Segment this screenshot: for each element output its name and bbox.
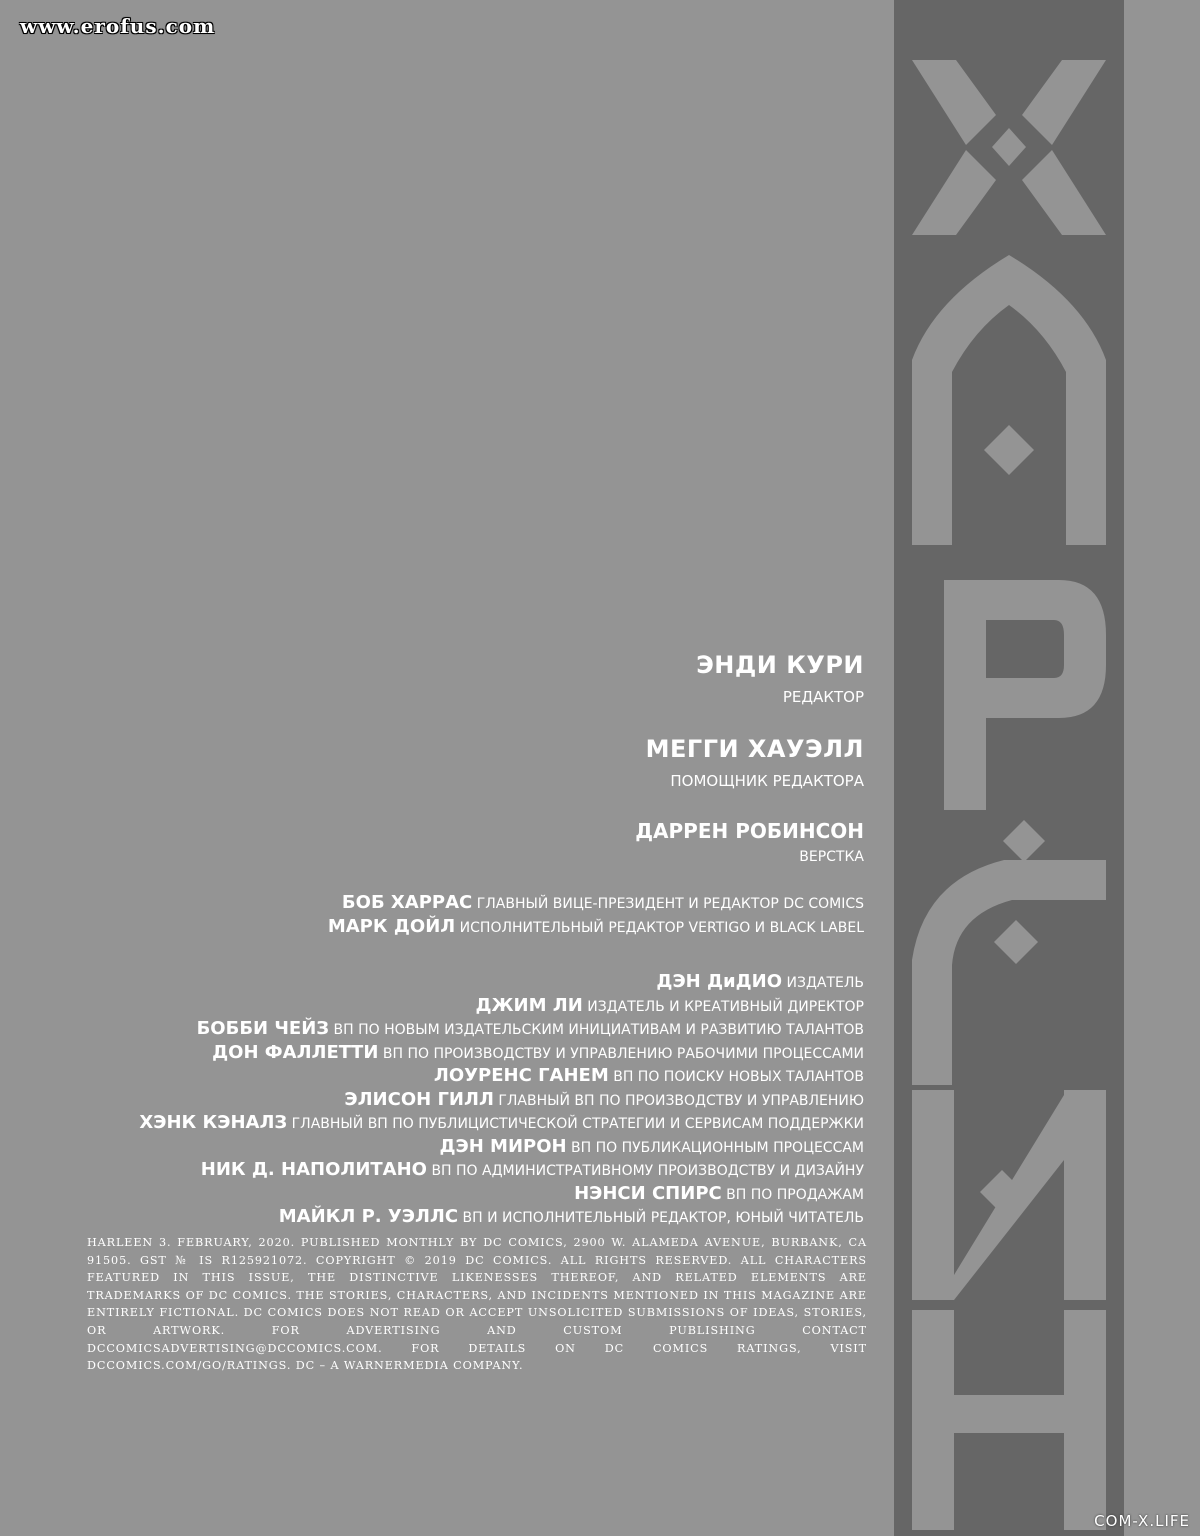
logo-letter-n (912, 1310, 1106, 1530)
watermark-top: www.erofus.com (20, 14, 216, 38)
executives-group-2 (104, 971, 864, 1230)
layout-role: ВЕРСТКА (799, 849, 864, 865)
staff-row: ЛОУРЕНС ГАНЕМ ВП ПО ПОИСКУ НОВЫХ ТАЛАНТОВ (433, 1065, 864, 1086)
editor-role: РЕДАКТОР (782, 688, 864, 706)
executives-group-1 (104, 892, 864, 939)
staff-row: БОББИ ЧЕЙЗ ВП ПО НОВЫМ ИЗДАТЕЛЬСКИМ ИНИЦИАТИВАМ И РАЗВИТИЮ ТАЛАНТОВ (196, 1018, 864, 1039)
logo-letter-r (944, 580, 1106, 862)
layout-name: ДАРРЕН РОБИНСОН (635, 819, 864, 843)
watermark-bottom: COM-X.LIFE (1094, 1512, 1190, 1530)
logo-letter-l (912, 860, 1106, 1085)
credits-block (104, 650, 864, 1230)
legal-indicia: HARLEEN 3. FEBRUARY, 2020. PUBLISHED MONTHLY BY DC COMICS, 2900 W. ALAMEDA AVENUE, BURBANK, CA 91505. GST № IS R125921072. COPYRIGHT © 2019 DC COMICS. ALL RIGHTS RESERVED. ALL CHARACTERS FEATURED IN THIS ISSUE, THE DISTINCTIVE LIKENESSES THEREOF, AND RELATED ELEMENTS ARE TRADEMARKS OF DC COMICS. THE STORIES, CHARACTERS, AND INCIDENTS MENTIONED IN THIS MAGAZINE ARE ENTIRELY FICTIONAL. DC COMICS DOES NOT READ OR ACCEPT UNSOLICITED SUBMISSIONS OF IDEAS, STORIES, OR ARTWORK. FOR ADVERTISING AND CUSTOM PUBLISHING CONTACT DCCOMICSADVERTISING@DCCOMICS.COM. FOR DETAILS ON DC COMICS RATINGS, VISIT DCCOMICS.COM/GO/RATINGS. DC – A WARNERMEDIA COMPANY. (87, 1236, 867, 1373)
credit-assistant-editor (104, 734, 864, 796)
staff-row: ДОН ФАЛЛЕТТИ ВП ПО ПРОИЗВОДСТВУ И УПРАВЛЕНИЮ РАБОЧИМИ ПРОЦЕССАМИ (212, 1041, 864, 1063)
staff-row: БОБ ХАРРАС ГЛАВНЫЙ ВИЦЕ-ПРЕЗИДЕНТ И РЕДАКТОР DC COMICS (341, 892, 864, 913)
staff-row: МАРК ДОЙЛ ИСПОЛНИТЕЛЬНЫЙ РЕДАКТОР VERTIGO И BLACK LABEL (327, 915, 864, 937)
staff-row: НИК Д. НАПОЛИТАНО ВП ПО АДМИНИСТРАТИВНОМУ ПРОИЗВОДСТВУ И ДИЗАЙНУ (200, 1159, 864, 1180)
logo-letter-a (912, 255, 1106, 545)
logo-letter-i (912, 1090, 1106, 1300)
logo-letter-kh (912, 60, 1106, 235)
series-logo (894, 0, 1124, 1536)
staff-row: МАЙКЛ Р. УЭЛЛС ВП И ИСПОЛНИТЕЛЬНЫЙ РЕДАКТОР, ЮНЫЙ ЧИТАТЕЛЬ (278, 1206, 864, 1227)
credit-editor (104, 650, 864, 712)
editor-name: ЭНДИ КУРИ (696, 651, 864, 679)
staff-row: ЭЛИСОН ГИЛЛ ГЛАВНЫЙ ВП ПО ПРОИЗВОДСТВУ И УПРАВЛЕНИЮ (344, 1088, 864, 1110)
staff-row: ДЭН ДиДИО ИЗДАТЕЛЬ (656, 971, 864, 992)
staff-row: ДЖИМ ЛИ ИЗДАТЕЛЬ И КРЕАТИВНЫЙ ДИРЕКТОР (475, 994, 864, 1016)
staff-row: НЭНСИ СПИРС ВП ПО ПРОДАЖАМ (574, 1182, 864, 1204)
staff-row: ДЭН МИРОН ВП ПО ПУБЛИКАЦИОННЫМ ПРОЦЕССАМ (439, 1135, 864, 1157)
assistant-editor-name: МЕГГИ ХАУЭЛЛ (645, 735, 864, 763)
credit-layout (104, 818, 864, 870)
staff-row: ХЭНК КЭНАЛЗ ГЛАВНЫЙ ВП ПО ПУБЛИЦИСТИЧЕСКОЙ СТРАТЕГИИ И СЕРВИСАМ ПОДДЕРЖКИ (139, 1112, 864, 1133)
assistant-editor-role: ПОМОЩНИК РЕДАКТОРА (670, 772, 864, 790)
